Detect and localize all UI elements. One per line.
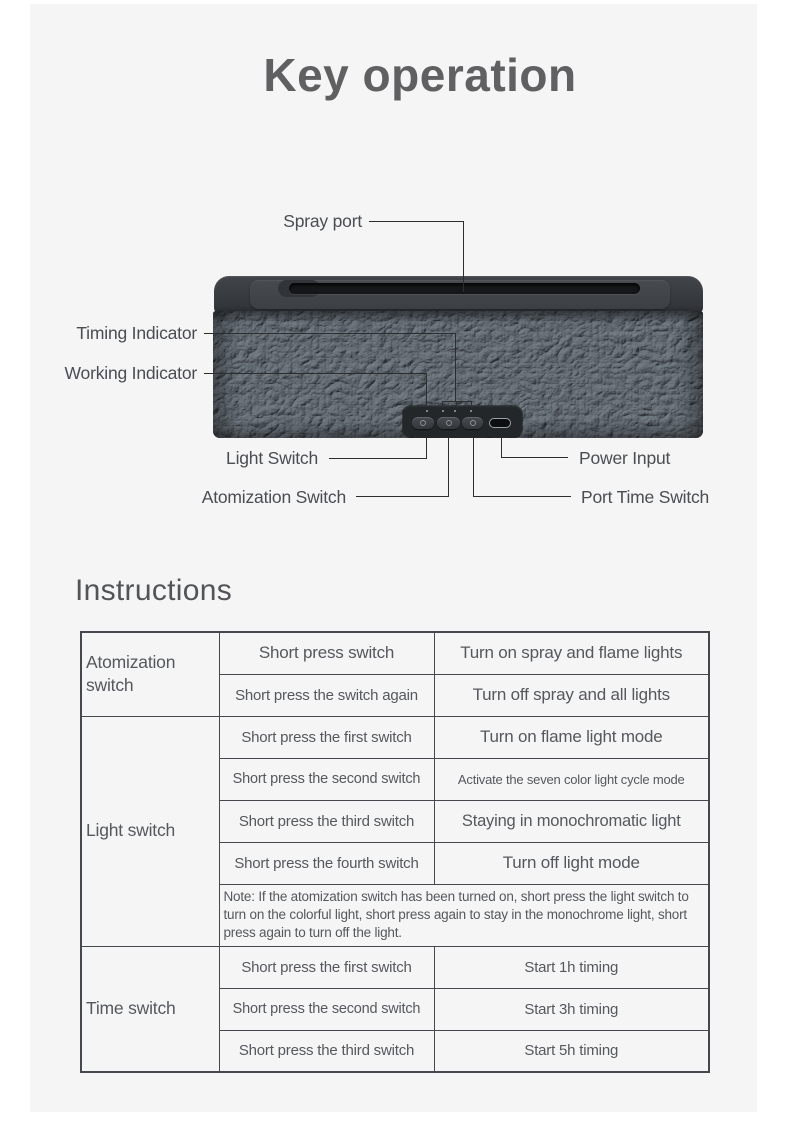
callout-line <box>473 437 474 497</box>
timing-indicator-dot <box>470 410 472 412</box>
table-cell-action: Short press the switch again <box>219 674 434 716</box>
table-cell-action: Short press the third switch <box>219 800 434 842</box>
usb-c-port <box>489 418 511 428</box>
table-cell-action: Short press the fourth switch <box>219 842 434 884</box>
callout-line <box>426 437 427 459</box>
working-indicator-label: Working Indicator <box>64 363 197 383</box>
callout-line <box>501 437 502 458</box>
table-row <box>81 946 709 988</box>
table-cell-result: Start 1h timing <box>434 946 709 988</box>
callout-bracket <box>442 401 472 402</box>
light-switch-button <box>412 417 434 429</box>
light-icon <box>420 420 426 426</box>
timing-indicator-dot <box>442 410 444 412</box>
table-cell-result: Activate the seven color light cycle mode <box>434 758 709 800</box>
table-cell-result: Turn on flame light mode <box>434 716 709 758</box>
atomization-switch-label: Atomization Switch <box>201 487 346 507</box>
spray-icon <box>446 420 452 426</box>
table-cell-action: Short press the third switch <box>219 1030 434 1072</box>
callout-line <box>356 496 449 497</box>
table-cell-result: Staying in monochromatic light <box>434 800 709 842</box>
callout-line <box>463 221 464 292</box>
callout-line <box>204 333 456 334</box>
table-cell-result: Start 5h timing <box>434 1030 709 1072</box>
callout-line <box>501 457 568 458</box>
timing-indicator-dot <box>454 410 456 412</box>
time-switch-button <box>462 417 483 429</box>
table-row <box>81 632 709 674</box>
light-switch-label: Light Switch <box>226 448 318 468</box>
callout-line <box>455 333 456 402</box>
callout-line <box>448 437 449 497</box>
table-group-label: Time switch <box>81 946 219 1072</box>
table-group-label: Light switch <box>81 716 219 946</box>
working-indicator-dot <box>426 410 428 412</box>
table-cell-result: Turn off light mode <box>434 842 709 884</box>
table-cell-action: Short press switch <box>219 632 434 674</box>
page-title: Key operation <box>263 49 577 101</box>
table-row <box>81 716 709 758</box>
table-note: Note: If the atomization switch has been turned on, short press the light switch to turn on the colorful light, short press again to stay in the monochrome light, short press again to turn off the light. <box>219 884 709 946</box>
table-cell-action: Short press the first switch <box>219 946 434 988</box>
table-cell-result: Turn on spray and flame lights <box>434 632 709 674</box>
table-cell-result: Turn off spray and all lights <box>434 674 709 716</box>
table-cell-result: Start 3h timing <box>434 988 709 1030</box>
instructions-heading: Instructions <box>75 574 232 607</box>
callout-line <box>442 401 443 408</box>
table-cell-action: Short press the second switch <box>219 758 434 800</box>
port-time-switch-label: Port Time Switch <box>581 487 710 507</box>
timer-icon <box>470 420 476 426</box>
instructions-table <box>80 631 710 1073</box>
callout-line <box>369 221 463 222</box>
power-input-label: Power Input <box>579 448 671 468</box>
callout-line <box>456 401 457 408</box>
callout-line <box>426 373 427 408</box>
callout-line <box>204 373 427 374</box>
callout-line <box>473 496 571 497</box>
table-cell-action: Short press the first switch <box>219 716 434 758</box>
table-cell-action: Short press the second switch <box>219 988 434 1030</box>
callout-line <box>329 458 427 459</box>
atomization-switch-button <box>437 417 460 429</box>
spray-port-slot <box>289 283 640 294</box>
spray-port-label: Spray port <box>283 211 362 231</box>
callout-line <box>471 401 472 408</box>
timing-indicator-label: Timing Indicator <box>76 323 197 343</box>
table-group-label: Atomization switch <box>81 632 219 716</box>
